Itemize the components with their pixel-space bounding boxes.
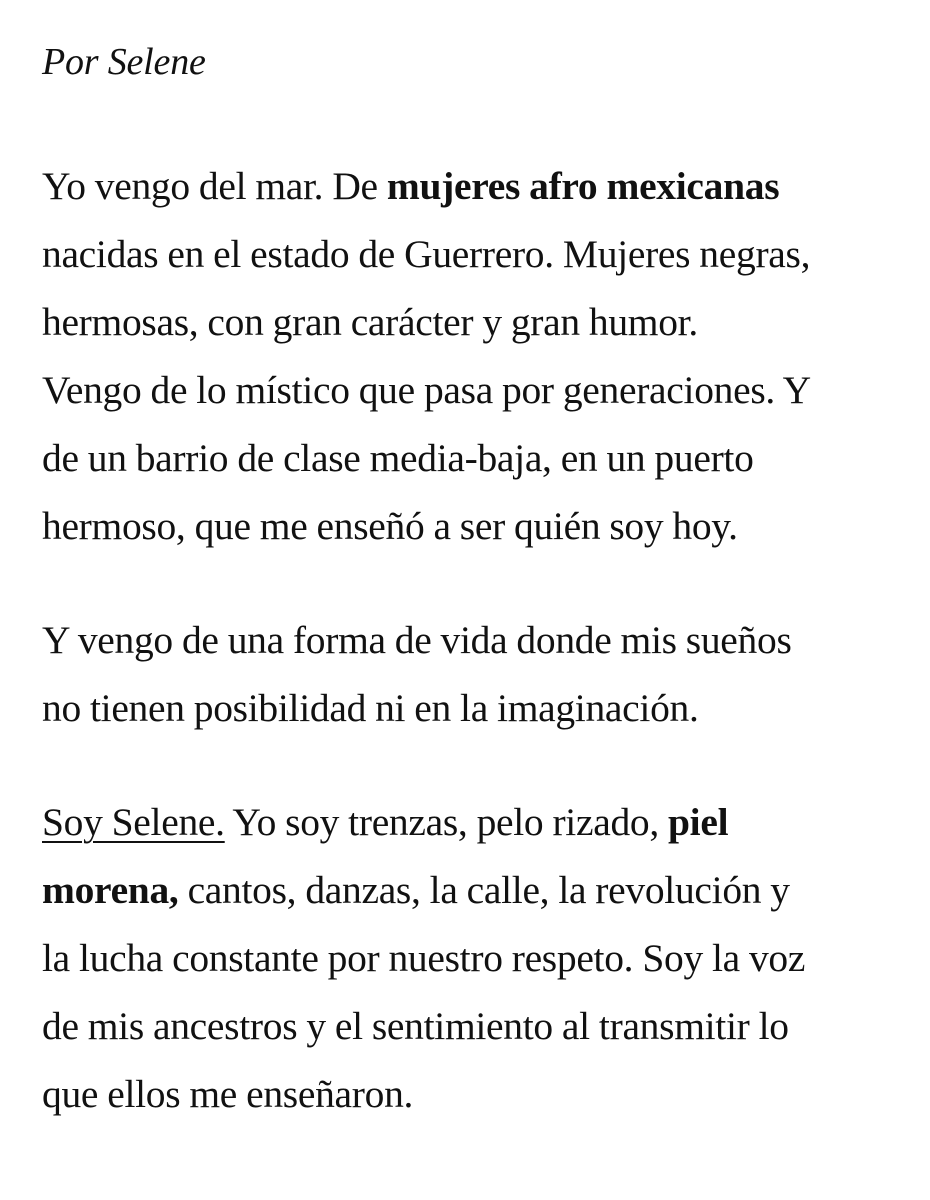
underlined-phrase: Soy Selene. xyxy=(42,800,225,844)
paragraph-3-line-5: que ellos me enseñaron. xyxy=(42,1072,414,1116)
bold-phrase: mujeres afro mexicanas xyxy=(386,164,780,208)
text-span: Yo soy trenzas, pelo rizado, xyxy=(224,800,668,844)
article-body xyxy=(42,0,912,1128)
bold-phrase: morena, xyxy=(42,868,179,912)
paragraph-1-line-2: nacidas en el estado de Guerrero. Mujeres negras, xyxy=(42,232,811,276)
byline: Por Selene xyxy=(42,41,206,83)
paragraph-1-line-4: Vengo de lo místico que pasa por generaciones. Y xyxy=(42,368,811,412)
paragraph-3-line-1 xyxy=(42,788,912,856)
text-span: cantos, danzas, la calle, la revolución y xyxy=(178,868,790,912)
paragraph-1-line-6: hermoso, que me enseñó a ser quién soy hoy. xyxy=(42,504,738,548)
paragraph-1-line-1 xyxy=(42,152,912,220)
paragraph-2-line-2: no tienen posibilidad ni en la imaginación. xyxy=(42,686,699,730)
bold-phrase: piel xyxy=(668,800,729,844)
paragraph-1-line-5: de un barrio de clase media-baja, en un puerto xyxy=(42,436,754,480)
paragraph-2 xyxy=(42,606,912,742)
paragraph-2-line-1: Y vengo de una forma de vida donde mis sueños xyxy=(42,618,792,662)
paragraph-1 xyxy=(42,152,912,560)
paragraph-3-line-4: de mis ancestros y el sentimiento al transmitir lo xyxy=(42,1004,789,1048)
paragraph-3 xyxy=(42,788,912,1128)
paragraph-3-line-3: la lucha constante por nuestro respeto. Soy la voz xyxy=(42,936,806,980)
paragraph-3-line-2 xyxy=(42,856,912,924)
text-span: Yo vengo del mar. De xyxy=(42,164,387,208)
paragraph-1-line-3: hermosas, con gran carácter y gran humor. xyxy=(42,300,698,344)
